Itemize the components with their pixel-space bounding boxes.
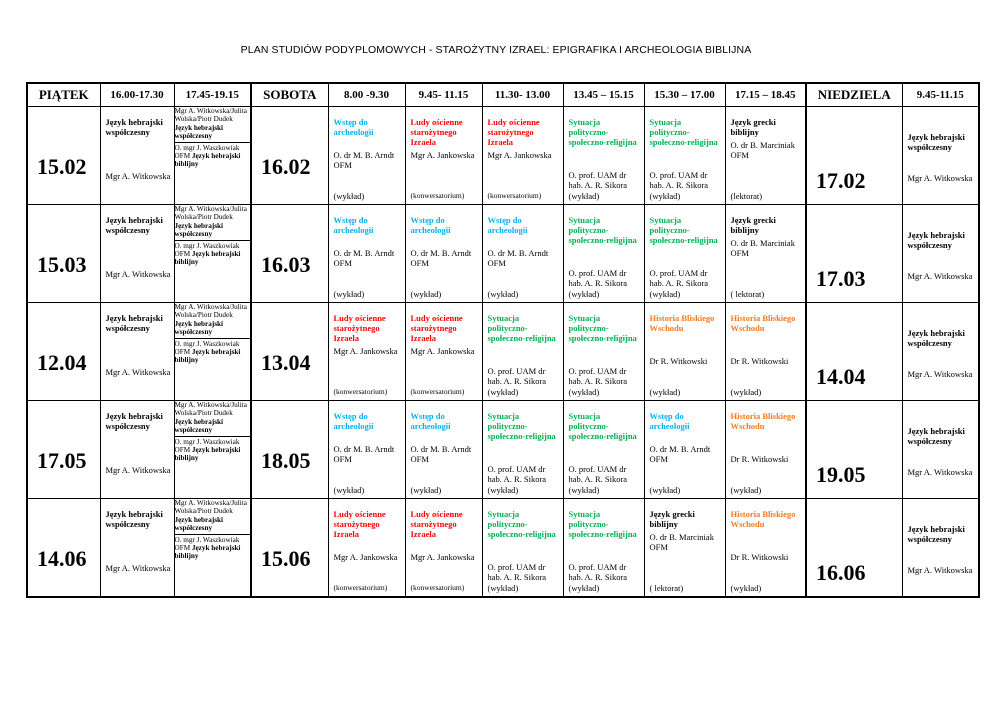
course-title: Sytuacja polityczno-społeczno-religijna — [568, 117, 637, 147]
split-upper-course: Język hebrajski współczesny — [174, 515, 224, 533]
course-title: Historia Bliskiego Wschodu — [730, 411, 796, 431]
header-sat-slot1: 8.00 -9.30 — [328, 83, 405, 107]
course-title: Język grecki biblijny — [649, 509, 695, 529]
sunday-date-cell — [806, 303, 902, 401]
split-upper-lecturers: Mgr A. Witkowska/Julita Wolska/Piotr Dudek — [174, 205, 247, 222]
friday-date-cell — [27, 499, 100, 598]
course-title: Wstęp do archeologii — [333, 117, 374, 137]
class-type: (wykład) — [410, 485, 442, 495]
lecturer: Mgr A. Witkowska — [907, 173, 973, 183]
saturday-date: 16.02 — [261, 154, 311, 179]
header-sat-slot2: 9.45- 11.15 — [405, 83, 482, 107]
saturday-slot3-cell — [482, 499, 563, 598]
lecturer: O. prof. UAM dr hab. A. R. Sikora — [568, 562, 628, 582]
saturday-slot5-cell — [644, 107, 725, 205]
class-type: (konwersatorium) — [333, 583, 388, 592]
friday-date: 15.03 — [37, 252, 87, 277]
class-type: (wykład) — [649, 191, 681, 201]
lecturer: Mgr A. Witkowska — [907, 467, 973, 477]
lecturer: Mgr A. Jankowska — [487, 150, 552, 160]
saturday-slot6-cell — [725, 499, 806, 598]
sunday-date: 14.04 — [816, 364, 866, 389]
friday-slot1-cell — [100, 401, 174, 499]
friday-slot1-cell — [100, 107, 174, 205]
course-title: Sytuacja polityczno-społeczno-religijna — [487, 509, 556, 539]
sunday-date: 17.03 — [816, 266, 866, 291]
course-title: Wstęp do archeologii — [410, 215, 451, 235]
saturday-slot2-cell — [405, 401, 482, 499]
saturday-slot5-cell — [644, 303, 725, 401]
lecturer: O. dr B. Marciniak OFM — [649, 532, 714, 552]
course-title: Sytuacja polityczno-społeczno-religijna — [487, 313, 556, 343]
class-type: (wykład) — [649, 289, 681, 299]
friday-slot2-cell — [174, 107, 251, 205]
friday-date-cell — [27, 401, 100, 499]
lecturer: Dr R. Witkowski — [730, 552, 789, 562]
header-saturday: SOBOTA — [251, 83, 328, 107]
course-title: Ludy ościenne starożytnego Izraela — [487, 117, 540, 147]
sunday-slot1-cell — [902, 303, 979, 401]
course-title: Ludy ościenne starożytnego Izraela — [410, 117, 463, 147]
lecturer: O. dr M. B. Arndt OFM — [410, 444, 472, 464]
header-row — [27, 83, 979, 107]
lecturer: Mgr A. Jankowska — [333, 552, 398, 562]
course-title: Sytuacja polityczno-społeczno-religijna — [487, 411, 556, 441]
split-lower-lecturer: O. mgr J. Waszkowiak OFM — [174, 241, 240, 259]
sunday-slot1-cell — [902, 205, 979, 303]
lecturer: Mgr A. Jankowska — [410, 552, 475, 562]
lecturer: Mgr A. Jankowska — [410, 150, 475, 160]
split-upper-course: Język hebrajski współczesny — [174, 123, 224, 141]
saturday-slot1-cell — [328, 499, 405, 598]
weekend-row — [27, 303, 979, 401]
split-upper — [175, 303, 251, 339]
split-lower-course: Język hebrajski biblijny — [174, 152, 241, 169]
saturday-slot4-cell — [563, 499, 644, 598]
split-lower-course: Język hebrajski biblijny — [174, 544, 241, 561]
friday-date: 12.04 — [37, 350, 87, 375]
saturday-slot4-cell — [563, 401, 644, 499]
header-sun-slot1: 9.45-11.15 — [902, 83, 979, 107]
lecturer: Mgr A. Witkowska — [907, 271, 973, 281]
split-upper-course: Język hebrajski współczesny — [174, 417, 224, 435]
lecturer: Mgr A. Witkowska — [105, 563, 171, 573]
friday-date-cell — [27, 303, 100, 401]
sunday-date-cell — [806, 107, 902, 205]
friday-slot1-cell — [100, 205, 174, 303]
class-type: (wykład) — [487, 387, 519, 397]
class-type: (wykład) — [568, 485, 600, 495]
class-type: (wykład) — [487, 289, 519, 299]
weekend-row — [27, 205, 979, 303]
split-upper — [175, 499, 251, 535]
course-title: Sytuacja polityczno-społeczno-religijna — [568, 215, 637, 245]
course-title: Sytuacja polityczno-społeczno-religijna — [649, 215, 718, 245]
saturday-slot2-cell — [405, 107, 482, 205]
header-fri-slot1: 16.00-17.30 — [100, 83, 174, 107]
sunday-slot1-cell — [902, 499, 979, 598]
saturday-slot6-cell — [725, 107, 806, 205]
class-type: (lektorat) — [730, 191, 763, 201]
split-lower — [175, 143, 251, 169]
class-type: (wykład) — [568, 387, 600, 397]
split-lower-course: Język hebrajski biblijny — [174, 348, 241, 365]
lecturer: O. prof. UAM dr hab. A. R. Sikora — [487, 464, 547, 484]
course-title: Sytuacja polityczno-społeczno-religijna — [649, 117, 718, 147]
course-title: Wstęp do archeologii — [649, 411, 690, 431]
course-title: Wstęp do archeologii — [333, 215, 374, 235]
saturday-slot1-cell — [328, 303, 405, 401]
saturday-slot2-cell — [405, 499, 482, 598]
weekend-row — [27, 107, 979, 205]
saturday-date-cell — [251, 205, 328, 303]
lecturer: Dr R. Witkowski — [730, 356, 789, 366]
header-sunday: NIEDZIELA — [806, 83, 902, 107]
lecturer: O. prof. UAM dr hab. A. R. Sikora — [568, 170, 628, 190]
sunday-date: 19.05 — [816, 462, 866, 487]
class-type: (konwersatorium) — [487, 191, 542, 200]
course-title: Język hebrajski współczesny — [907, 230, 965, 250]
saturday-slot2-cell — [405, 205, 482, 303]
class-type: ( lektorat) — [730, 289, 765, 299]
lecturer: Mgr A. Jankowska — [410, 346, 475, 356]
saturday-slot1-cell — [328, 401, 405, 499]
split-lower-lecturer: O. mgr J. Waszkowiak OFM — [174, 339, 240, 357]
course-title: Język grecki biblijny — [730, 117, 776, 137]
split-lower — [175, 437, 251, 463]
class-type: (wykład) — [649, 485, 681, 495]
saturday-slot3-cell — [482, 205, 563, 303]
friday-slot2-cell — [174, 401, 251, 499]
friday-slot1-cell — [100, 499, 174, 598]
split-lower — [175, 339, 251, 365]
course-title: Język hebrajski współczesny — [907, 328, 965, 348]
sunday-date: 16.06 — [816, 560, 866, 585]
saturday-date: 15.06 — [261, 546, 311, 571]
split-lower-lecturer: O. mgr J. Waszkowiak OFM — [174, 437, 240, 455]
lecturer: O. prof. UAM dr hab. A. R. Sikora — [487, 366, 547, 386]
friday-slot2-cell — [174, 499, 251, 598]
sunday-date-cell — [806, 401, 902, 499]
lecturer: O. prof. UAM dr hab. A. R. Sikora — [568, 366, 628, 386]
saturday-slot1-cell — [328, 107, 405, 205]
friday-date: 14.06 — [37, 546, 87, 571]
saturday-slot3-cell — [482, 107, 563, 205]
class-type: (wykład) — [730, 485, 762, 495]
lecturer: Mgr A. Witkowska — [907, 369, 973, 379]
course-title: Wstęp do archeologii — [333, 411, 374, 431]
class-type: (wykład) — [730, 387, 762, 397]
saturday-slot4-cell — [563, 107, 644, 205]
class-type: (wykład) — [568, 289, 600, 299]
course-title: Wstęp do archeologii — [410, 411, 451, 431]
course-title: Język grecki biblijny — [730, 215, 776, 235]
course-title: Język hebrajski współczesny — [105, 117, 163, 137]
split-upper-lecturers: Mgr A. Witkowska/Julita Wolska/Piotr Dudek — [174, 303, 247, 320]
split-lower-course: Język hebrajski biblijny — [174, 250, 241, 267]
lecturer: Mgr A. Witkowska — [105, 269, 171, 279]
course-title: Historia Bliskiego Wschodu — [649, 313, 715, 333]
course-title: Ludy ościenne starożytnego Izraela — [410, 313, 463, 343]
saturday-slot1-cell — [328, 205, 405, 303]
split-upper — [175, 401, 251, 437]
split-lower-course: Język hebrajski biblijny — [174, 446, 241, 463]
class-type: (wykład) — [333, 191, 365, 201]
class-type: (wykład) — [568, 191, 600, 201]
weekend-row — [27, 499, 979, 598]
split-lower — [175, 535, 251, 561]
lecturer: O. prof. UAM dr hab. A. R. Sikora — [649, 268, 709, 288]
class-type: (wykład) — [730, 583, 762, 593]
friday-date: 17.05 — [37, 448, 87, 473]
course-title: Sytuacja polityczno-społeczno-religijna — [568, 411, 637, 441]
sunday-date: 17.02 — [816, 168, 866, 193]
class-type: (wykład) — [333, 289, 365, 299]
saturday-slot5-cell — [644, 499, 725, 598]
class-type: (wykład) — [487, 583, 519, 593]
saturday-date: 16.03 — [261, 252, 311, 277]
course-title: Sytuacja polityczno-społeczno-religijna — [568, 313, 637, 343]
sunday-date-cell — [806, 499, 902, 598]
sunday-slot1-cell — [902, 401, 979, 499]
sunday-slot1-cell — [902, 107, 979, 205]
class-type: (wykład) — [410, 289, 442, 299]
saturday-date: 18.05 — [261, 448, 311, 473]
lecturer: O. prof. UAM dr hab. A. R. Sikora — [568, 464, 628, 484]
saturday-slot6-cell — [725, 401, 806, 499]
lecturer: O. dr B. Marciniak OFM — [730, 140, 795, 160]
class-type: (wykład) — [649, 387, 681, 397]
lecturer: O. dr M. B. Arndt OFM — [333, 248, 395, 268]
course-title: Język hebrajski współczesny — [105, 509, 163, 529]
weekend-row — [27, 401, 979, 499]
split-upper-course: Język hebrajski współczesny — [174, 319, 224, 337]
header-fri-slot2: 17.45-19.15 — [174, 83, 251, 107]
lecturer: Dr R. Witkowski — [730, 454, 789, 464]
split-lower — [175, 241, 251, 267]
split-upper-lecturers: Mgr A. Witkowska/Julita Wolska/Piotr Dudek — [174, 499, 247, 516]
lecturer: Mgr A. Witkowska — [105, 367, 171, 377]
class-type: (wykład) — [487, 485, 519, 495]
lecturer: Mgr A. Witkowska — [105, 171, 171, 181]
lecturer: Mgr A. Witkowska — [105, 465, 171, 475]
course-title: Ludy ościenne starożytnego Izraela — [410, 509, 463, 539]
saturday-date-cell — [251, 401, 328, 499]
split-upper — [175, 107, 251, 143]
course-title: Ludy ościenne starożytnego Izraela — [333, 509, 386, 539]
sunday-date-cell — [806, 205, 902, 303]
class-type: (konwersatorium) — [333, 387, 388, 396]
course-title: Język hebrajski współczesny — [105, 313, 163, 333]
course-title: Historia Bliskiego Wschodu — [730, 313, 796, 333]
course-title: Język hebrajski współczesny — [907, 426, 965, 446]
friday-date: 15.02 — [37, 154, 87, 179]
class-type: (konwersatorium) — [410, 191, 465, 200]
saturday-date: 13.04 — [261, 350, 311, 375]
class-type: (konwersatorium) — [410, 583, 465, 592]
header-sat-slot6: 17.15 – 18.45 — [725, 83, 806, 107]
class-type: (wykład) — [568, 583, 600, 593]
saturday-slot4-cell — [563, 205, 644, 303]
lecturer: O. prof. UAM dr hab. A. R. Sikora — [487, 562, 547, 582]
saturday-slot5-cell — [644, 205, 725, 303]
saturday-slot6-cell — [725, 205, 806, 303]
lecturer: O. dr B. Marciniak OFM — [730, 238, 795, 258]
split-lower-lecturer: O. mgr J. Waszkowiak OFM — [174, 143, 240, 161]
split-upper-lecturers: Mgr A. Witkowska/Julita Wolska/Piotr Dudek — [174, 107, 247, 124]
header-sat-slot5: 15.30 – 17.00 — [644, 83, 725, 107]
lecturer: O. dr M. B. Arndt OFM — [649, 444, 711, 464]
friday-date-cell — [27, 205, 100, 303]
class-type: (konwersatorium) — [410, 387, 465, 396]
saturday-slot5-cell — [644, 401, 725, 499]
course-title: Ludy ościenne starożytnego Izraela — [333, 313, 386, 343]
lecturer: Dr R. Witkowski — [649, 356, 708, 366]
course-title: Historia Bliskiego Wschodu — [730, 509, 796, 529]
split-upper-lecturers: Mgr A. Witkowska/Julita Wolska/Piotr Dudek — [174, 401, 247, 418]
header-sat-slot4: 13.45 – 15.15 — [563, 83, 644, 107]
friday-slot2-cell — [174, 303, 251, 401]
friday-slot2-cell — [174, 205, 251, 303]
friday-date-cell — [27, 107, 100, 205]
lecturer: Mgr A. Jankowska — [333, 346, 398, 356]
course-title: Język hebrajski współczesny — [907, 132, 965, 152]
saturday-slot6-cell — [725, 303, 806, 401]
header-friday: PIĄTEK — [27, 83, 100, 107]
saturday-date-cell — [251, 499, 328, 598]
lecturer: O. dr M. B. Arndt OFM — [333, 150, 395, 170]
class-type: ( lektorat) — [649, 583, 684, 593]
friday-slot1-cell — [100, 303, 174, 401]
header-sat-slot3: 11.30- 13.00 — [482, 83, 563, 107]
schedule-table — [26, 82, 980, 598]
course-title: Język hebrajski współczesny — [105, 411, 163, 431]
split-upper — [175, 205, 251, 241]
course-title: Wstęp do archeologii — [487, 215, 528, 235]
lecturer: Mgr A. Witkowska — [907, 565, 973, 575]
saturday-slot3-cell — [482, 303, 563, 401]
saturday-date-cell — [251, 107, 328, 205]
split-upper-course: Język hebrajski współczesny — [174, 221, 224, 239]
course-title: Język hebrajski współczesny — [907, 524, 965, 544]
saturday-date-cell — [251, 303, 328, 401]
lecturer: O. dr M. B. Arndt OFM — [410, 248, 472, 268]
course-title: Język hebrajski współczesny — [105, 215, 163, 235]
saturday-slot2-cell — [405, 303, 482, 401]
class-type: (wykład) — [333, 485, 365, 495]
course-title: Sytuacja polityczno-społeczno-religijna — [568, 509, 637, 539]
lecturer: O. dr M. B. Arndt OFM — [333, 444, 395, 464]
lecturer: O. dr M. B. Arndt OFM — [487, 248, 549, 268]
saturday-slot4-cell — [563, 303, 644, 401]
lecturer: O. prof. UAM dr hab. A. R. Sikora — [568, 268, 628, 288]
split-lower-lecturer: O. mgr J. Waszkowiak OFM — [174, 535, 240, 553]
saturday-slot3-cell — [482, 401, 563, 499]
page-title: PLAN STUDIÓW PODYPLOMOWYCH - STAROŻYTNY IZRAEL: EPIGRAFIKA I ARCHEOLOGIA BIBLIJNA — [240, 44, 752, 56]
lecturer: O. prof. UAM dr hab. A. R. Sikora — [649, 170, 709, 190]
